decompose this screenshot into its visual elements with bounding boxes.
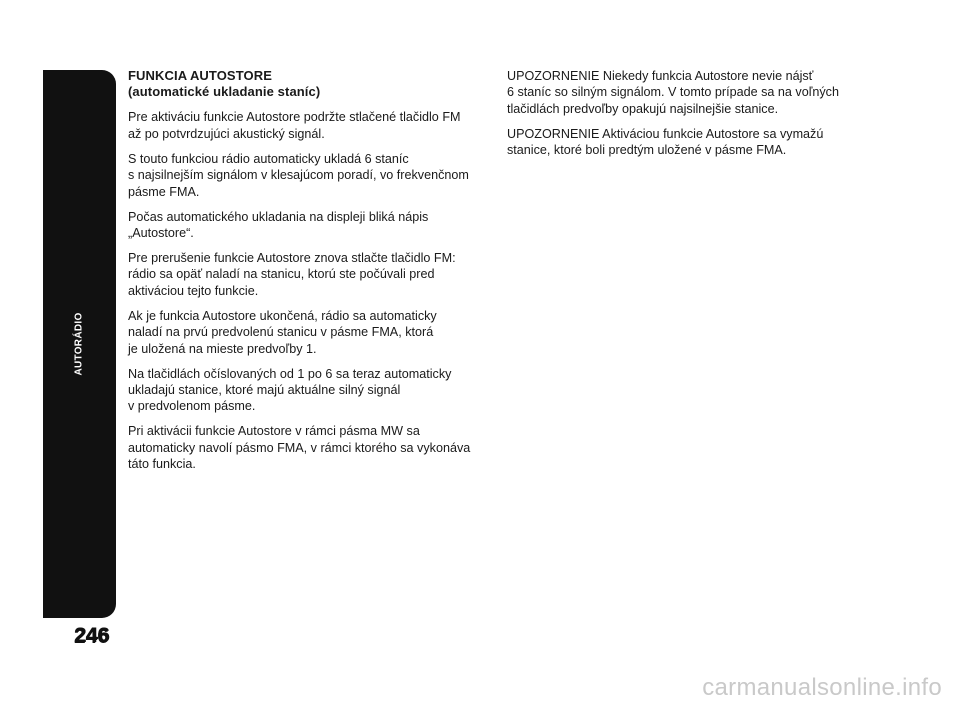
heading-line-2: (automatické ukladanie staníc) xyxy=(128,84,321,100)
paragraph: Pre prerušenie funkcie Autostore znova stlačte tlačidlo FM: rádio sa opäť naladí na stanicu, ktorú ste počúvali pred aktiváciou tejto funkcie. xyxy=(128,251,456,298)
watermark: carmanualsonline.info xyxy=(702,674,942,701)
page-number: 246 xyxy=(74,624,110,647)
paragraph: Počas automatického ukladania na displeji bliká nápis „Autostore“. xyxy=(128,209,429,241)
paragraph: S touto funkciou rádio automaticky ukladá 6 staníc s najsilnejším signálom v klesajúcom poradí, vo frekvenčnom pásme FMA. xyxy=(128,151,469,199)
paragraph: Na tlačidlách očíslovaných od 1 po 6 sa teraz automaticky ukladajú stanice, ktoré majú aktuálne silný signál v predvolenom pásme. xyxy=(128,366,452,414)
left-column xyxy=(128,68,488,481)
section-heading xyxy=(128,68,488,101)
right-column xyxy=(507,68,867,167)
warning-paragraph: UPOZORNENIE Niekedy funkcia Autostore nevie nájsť 6 staníc so silným signálom. V tomto prípade sa na voľných tlačidlách predvoľby opakujú najsilnejšie stanice. xyxy=(507,69,839,116)
warning-paragraph: UPOZORNENIE Aktiváciou funkcie Autostore sa vymažú stanice, ktoré boli predtým uložené v pásme FMA. xyxy=(507,126,824,158)
paragraph: Pri aktivácii funkcie Autostore v rámci pásma MW sa automaticky navolí pásmo FMA, v rámci ktorého sa vykonáva táto funkcia. xyxy=(128,424,471,472)
paragraph: Pre aktiváciu funkcie Autostore podržte stlačené tlačidlo FM až po potvrdzujúci akustický signál. xyxy=(128,110,461,141)
heading-line-1: FUNKCIA AUTOSTORE xyxy=(128,68,272,83)
paragraph: Ak je funkcia Autostore ukončená, rádio sa automaticky naladí na prvú predvolenú stanicu v pásme FMA, ktorá je uložená na mieste predvoľby 1. xyxy=(128,308,437,356)
section-label: AUTORÁDIO xyxy=(73,312,85,376)
